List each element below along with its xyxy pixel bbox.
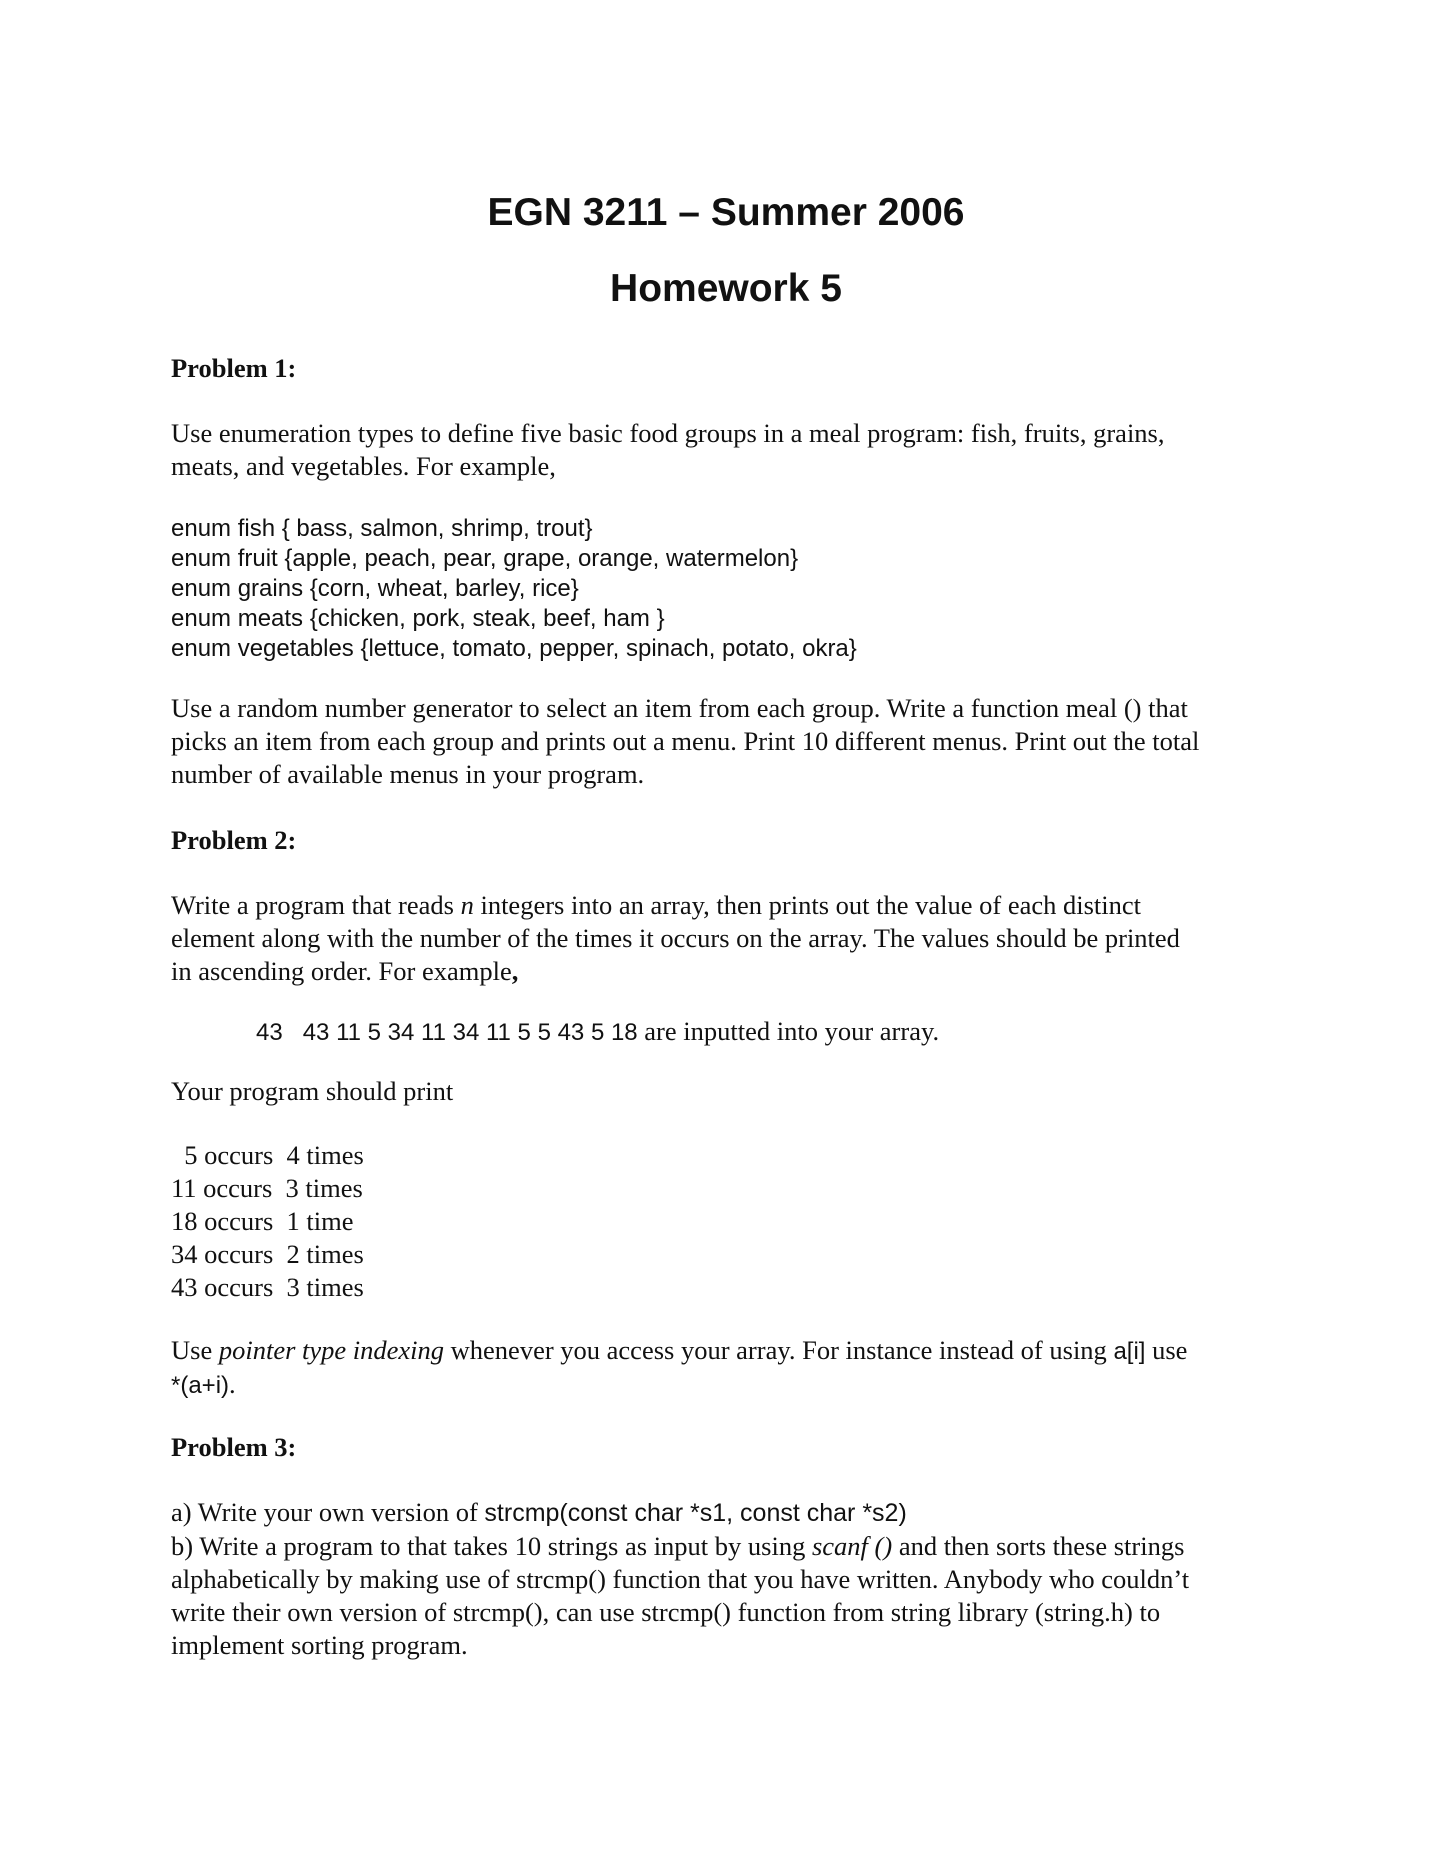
- part-a-text: a) Write your own version of: [171, 1497, 485, 1527]
- example-line: [256, 1015, 1386, 1049]
- problem-1-task-line: picks an item from each group and prints out a menu. Print 10 different menus. Print out the total: [171, 726, 1200, 756]
- enum-line: enum grains {corn, wheat, barley, rice}: [171, 575, 579, 602]
- output-line: 5 occurs 4 times: [171, 1140, 364, 1170]
- problem-3-line: alphabetically by making use of strcmp() function that you have written. Anybody who couldn’t: [171, 1564, 1190, 1594]
- part-b-scanf: scanf (): [811, 1531, 893, 1561]
- problem-3-line: write their own version of strcmp(), can use strcmp() function from string library (string.h) to: [171, 1597, 1161, 1627]
- note-text: use: [1145, 1335, 1188, 1365]
- output-line: 11 occurs 3 times: [171, 1173, 363, 1203]
- output-line: 34 occurs 2 times: [171, 1239, 364, 1269]
- note-text: whenever you access your array. For instance instead of using: [444, 1335, 1114, 1365]
- document-subtitle: Homework 5: [610, 267, 842, 310]
- problem-3-body: [171, 1496, 1301, 1662]
- problem-2-heading: Problem 2:: [171, 825, 297, 855]
- problem-1-intro: [171, 417, 1301, 483]
- problem-2-intro-line: element along with the number of the times it occurs on the array. The values should be printed: [171, 923, 1180, 953]
- problem-3-line: [171, 1530, 1301, 1563]
- problem-1-heading: Problem 1:: [171, 353, 297, 383]
- problem-2-intro-line: [171, 955, 1301, 988]
- problem-3-line: [171, 1496, 1301, 1530]
- problem-1-enum-code: [171, 514, 1301, 664]
- problem-1-intro-line: Use enumeration types to define five basic food groups in a meal program: fish, fruits, grains,: [171, 418, 1165, 448]
- part-b-text: and then sorts these strings: [892, 1531, 1185, 1561]
- example-numbers: 43 43 11 5 34 11 34 11 5 5 43 5 18: [256, 1019, 638, 1046]
- problem-1-task-line: number of available menus in your program.: [171, 759, 645, 789]
- intro-comma: ,: [511, 956, 519, 986]
- enum-line: enum meats {chicken, pork, steak, beef, ham }: [171, 605, 665, 632]
- note-code: a[i]: [1113, 1338, 1146, 1365]
- output-line: 43 occurs 3 times: [171, 1272, 364, 1302]
- note-code: *(a+i): [171, 1372, 230, 1399]
- note-line: [171, 1334, 1301, 1368]
- problem-2-should-print: Your program should print: [171, 1076, 454, 1106]
- problem-3-line: implement sorting program.: [171, 1630, 468, 1660]
- intro-text: in ascending order. For example: [171, 956, 512, 986]
- variable-n: n: [460, 890, 474, 920]
- document-title: EGN 3211 – Summer 2006: [487, 191, 965, 234]
- enum-line: enum fruit {apple, peach, pear, grape, orange, watermelon}: [171, 545, 799, 572]
- problem-1-task: [171, 692, 1301, 791]
- problem-1-task-line: Use a random number generator to select an item from each group. Write a function meal () that: [171, 693, 1188, 723]
- problem-2-note: [171, 1334, 1301, 1402]
- problem-3-heading: Problem 3:: [171, 1432, 297, 1462]
- intro-text: Write a program that reads: [171, 890, 461, 920]
- note-text: Use: [171, 1335, 219, 1365]
- problem-1-intro-line: meats, and vegetables. For example,: [171, 451, 556, 481]
- note-text: .: [229, 1369, 236, 1399]
- enum-line: enum vegetables {lettuce, tomato, pepper, spinach, potato, okra}: [171, 635, 857, 662]
- example-suffix: are inputted into your array.: [637, 1016, 940, 1046]
- problem-2-example: [256, 1015, 1386, 1049]
- problem-2-intro-line: [171, 889, 1301, 922]
- note-emphasis: pointer type indexing: [218, 1335, 445, 1365]
- note-line: [171, 1368, 1301, 1402]
- output-line: 18 occurs 1 time: [171, 1206, 354, 1236]
- intro-text: integers into an array, then prints out the value of each distinct: [473, 890, 1142, 920]
- enum-line: enum fish { bass, salmon, shrimp, trout}: [171, 515, 593, 542]
- part-a-code: strcmp(const char *s1, const char *s2): [484, 1499, 907, 1527]
- problem-2-output: [171, 1139, 1301, 1304]
- part-b-text: b) Write a program to that takes 10 strings as input by using: [171, 1531, 812, 1561]
- problem-2-intro: [171, 889, 1301, 988]
